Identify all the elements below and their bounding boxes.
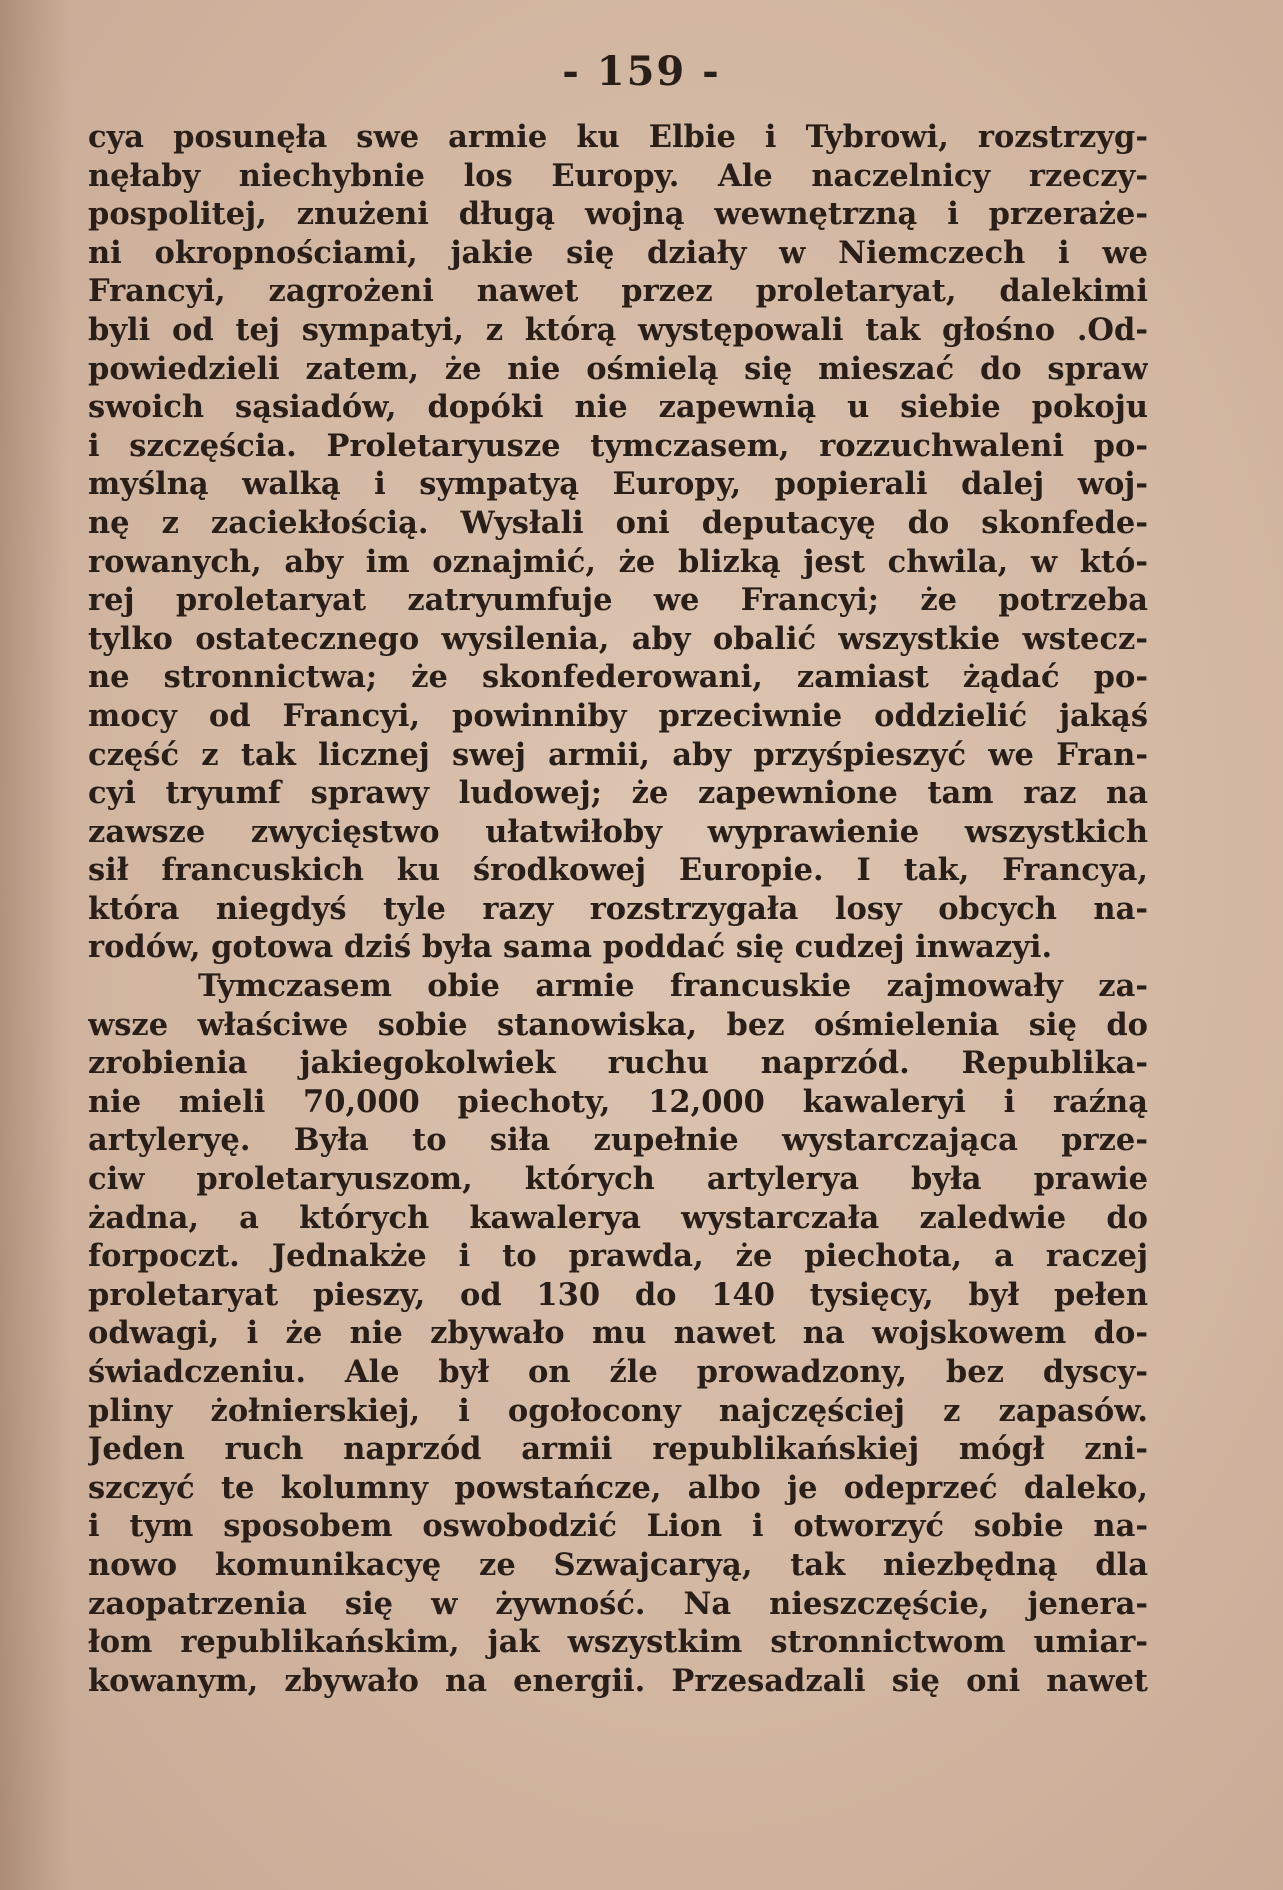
text-line: szczyć te kolumny powstańcze, albo je odeprzeć daleko, [88, 1469, 1148, 1506]
text-line: rowanych, aby im oznajmić, że blizką jest chwila, w któ- [88, 543, 1148, 580]
text-line: która niegdyś tyle razy rozstrzygała losy obcych na- [88, 890, 1148, 927]
text-line: żadna, a których kawalerya wystarczała zaledwie do [88, 1199, 1148, 1236]
text-line: byli od tej sympatyi, z którą występowali tak głośno .Od- [88, 311, 1148, 348]
text-line: ni okropnościami, jakie się działy w Niemczech i we [88, 234, 1148, 271]
text-line: nę z zaciekłością. Wysłali oni deputacyę do skonfede- [88, 504, 1148, 541]
body-text [88, 118, 1148, 1700]
text-line: łom republikańskim, jak wszystkim stronnictwom umiar- [88, 1624, 1148, 1661]
text-line: nowo komunikacyę ze Szwajcaryą, tak niezbędną dla [88, 1546, 1148, 1583]
text-line: mocy od Francyi, powinniby przeciwnie oddzielić jakąś [88, 697, 1148, 734]
text-line: pliny żołnierskiej, i ogołocony najczęściej z zapasów. [88, 1392, 1148, 1429]
text-line: forpoczt. Jednakże i to prawda, że piechota, a raczej [88, 1238, 1148, 1275]
text-line: kowanym, zbywało na energii. Przesadzali się oni nawet [88, 1662, 1148, 1699]
text-line: i szczęścia. Proletaryusze tymczasem, rozzuchwaleni po- [88, 427, 1148, 464]
text-line: cya posunęła swe armie ku Elbie i Tybrowi, rozstrzyg- [88, 119, 1148, 155]
text-line: wsze właściwe sobie stanowiska, bez ośmielenia się do [88, 1006, 1148, 1043]
text-line: cyi tryumf sprawy ludowej; że zapewnione tam raz na [88, 775, 1148, 812]
text-line: tylko ostatecznego wysilenia, aby obalić wszystkie wstecz- [88, 620, 1148, 657]
text-line: ne stronnictwa; że skonfederowani, zamiast żądać po- [88, 659, 1148, 696]
text-line: swoich sąsiadów, dopóki nie zapewnią u siebie pokoju [88, 389, 1148, 426]
text-line: zawsze zwycięstwo ułatwiłoby wyprawienie wszystkich [88, 813, 1148, 850]
text-line: proletaryat pieszy, od 130 do 140 tysięcy, był pełen [88, 1276, 1148, 1313]
text-line: nęłaby niechybnie los Europy. Ale naczelnicy rzeczy- [88, 157, 1148, 194]
text-line: i tym sposobem oswobodzić Lion i otworzyć sobie na- [88, 1508, 1148, 1545]
text-line: rej proletaryat zatryumfuje we Francyi; że potrzeba [88, 582, 1148, 619]
text-line: pospolitej, znużeni długą wojną wewnętrzną i przeraże- [88, 196, 1148, 233]
text-line: świadczeniu. Ale był on źle prowadzony, bez dyscy- [88, 1354, 1148, 1390]
text-line: część z tak licznej swej armii, aby przyśpieszyć we Fran- [88, 736, 1148, 773]
text-line: powiedzieli zatem, że nie ośmielą się mieszać do spraw [88, 350, 1148, 387]
text-line: odwagi, i że nie zbywało mu nawet na wojskowem do- [88, 1315, 1148, 1352]
page-number: - 159 - [562, 48, 721, 95]
text-line: zrobienia jakiegokolwiek ruchu naprzód. Republika- [88, 1045, 1148, 1082]
text-line: artyleryę. Była to siła zupełnie wystarczająca prze- [88, 1122, 1148, 1159]
text-line: nie mieli 70,000 piechoty, 12,000 kawaleryi i raźną [88, 1083, 1148, 1120]
text-line: zaopatrzenia się w żywność. Na nieszczęście, jenera- [88, 1585, 1148, 1622]
text-line: Jeden ruch naprzód armii republikańskiej mógł zni- [88, 1431, 1148, 1468]
text-line: sił francuskich ku środkowej Europie. I tak, Francya, [88, 852, 1148, 889]
text-line: Tymczasem obie armie francuskie zajmowały za- [198, 968, 1148, 1005]
text-line: Francyi, zagrożeni nawet przez proletaryat, dalekimi [88, 273, 1148, 310]
text-line: ciw proletaryuszom, których artylerya była prawie [88, 1161, 1148, 1198]
text-line: myślną walką i sympatyą Europy, popierali dalej woj- [88, 466, 1148, 503]
spine-shadow [0, 0, 70, 1890]
text-line: rodów, gotowa dziś była sama poddać się cudzej inwazyi. [88, 929, 1053, 966]
